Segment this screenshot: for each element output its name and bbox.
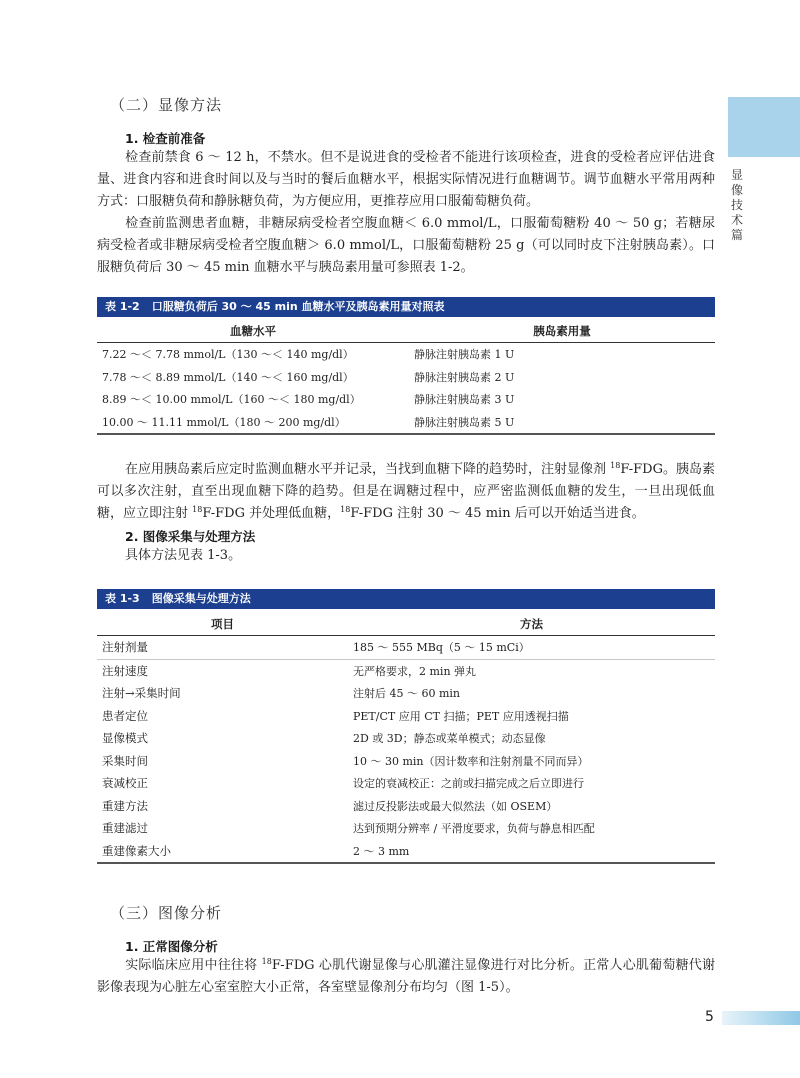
table-cell: 采集时间 [102,753,148,768]
superscript: 18 [261,957,272,966]
table-row [97,636,715,660]
table-cell: 7.22 ～＜ 7.78 mmol/L（130 ～＜ 140 mg/dl） [102,348,354,362]
table-row [97,705,715,728]
table-row [97,388,715,411]
text-run: 在应用胰岛素后应定时监测血糖水平并记录，当找到血糖下降的趋势时，注射显像剂 [125,462,611,477]
text-run: F-FDG 注射 30 ～ 45 min 后可以开始适当进食。 [350,506,645,521]
table-row [97,366,715,389]
table-title: 口服糖负荷后 30 ～ 45 min 血糖水平及胰岛素用量对照表 [151,300,445,313]
side-section-label: 显像技术篇 [730,168,743,242]
table-cell: 8.89 ～＜ 10.00 mmol/L（160 ～＜ 180 mg/dl） [102,393,361,407]
text-run: F-FDG。胰岛素可以多次注射，直至出现血糖下降的趋势。但是在调糖过程中，应严密监测低血糖的发生，一旦出现低血糖，应立即注射 [97,462,715,521]
table-title: 图像采集与处理方法 [151,592,251,605]
table-cell: 静脉注射胰岛素 3 U [414,393,515,407]
table-cell: 滤过反投影法或最大似然法（如 OSEM） [353,799,558,813]
table-cell: 重建方法 [102,798,148,813]
paragraph-glucose-monitoring [97,213,715,279]
text-run: 实际临床应用中往往将 [125,958,262,973]
table-row [97,343,715,366]
table-row [97,411,715,435]
paragraph-normal-image [97,955,715,999]
paragraph-see-table [97,545,715,567]
column-header: 血糖水平 [97,320,409,343]
table-1-3 [97,613,715,864]
table-cell: 达到预期分辨率 / 平滑度要求，负荷与静息相匹配 [353,822,595,836]
table-cell: 10.00 ～ 11.11 mmol/L（180 ～ 200 mg/dl） [97,411,409,435]
table-cell: 7.78 ～＜ 8.89 mmol/L（140 ～＜ 160 mg/dl） [102,370,354,384]
table-row [97,772,715,795]
table-1-2-caption [97,297,715,317]
subheading-preparation: 1. 检查前准备 [125,131,206,146]
column-header: 方法 [348,613,715,636]
table-cell: 185 ～ 555 MBq（5 ～ 15 mCi） [348,636,715,660]
text-run: F-FDG 并处理低血糖， [202,506,341,521]
text-run: F-FDG 心肌代谢显像与心肌灌注显像进行对比分析。正常人心肌葡萄糖代谢影像表现为心脏左心室室腔大小正常，各室壁显像剂分布均匀（图 1-5）。 [97,958,715,995]
table-cell: 注射速度 [102,663,148,678]
table-cell: 重建滤过 [102,821,148,836]
subheading-acquisition: 2. 图像采集与处理方法 [125,529,256,544]
table-cell: 患者定位 [102,708,148,723]
superscript: 18 [340,505,351,514]
table-1-2 [97,320,715,435]
table-row [97,795,715,818]
page-number: 5 [705,1009,714,1025]
table-number: 表 1-3 [105,592,140,605]
table-cell: 2 ～ 3 mm [348,840,715,864]
table-header-row [97,320,715,343]
paragraph-fasting-text: 检查前禁食 6 ～ 12 h，不禁水。但不是说进食的受检者不能进行该项检查，进食的受检者应评估进食量、进食内容和进食时间以及与当时的餐后血糖水平，根据实际情况进行血糖调节。调节血糖水平常用两种方式：口服糖负荷和静脉糖负荷，为方便应用，更推荐应用口服葡萄糖负荷。 [97,150,715,209]
table-cell: 显像模式 [102,731,148,746]
table-cell: 静脉注射胰岛素 1 U [414,348,515,362]
paragraph-glucose-text: 检查前监测患者血糖，非糖尿病受检者空腹血糖＜ 6.0 mmol/L，口服葡萄糖粉 40 ～ 50 g；若糖尿病受检者或非糖尿病受检者空腹血糖＞ 6.0 mmol/L，口服葡萄糖粉 25 g（可以同时皮下注射胰岛素）。口服糖负荷后 30 ～ 45 min 血糖水平与胰岛素用量可参照表 1-2。 [97,216,715,275]
table-row [97,659,715,682]
table-1-3-caption [97,589,715,609]
table-cell: 衰减校正 [102,776,148,791]
table-cell: 重建像素大小 [97,840,348,864]
column-header: 项目 [97,613,348,636]
table-row [97,727,715,750]
table-cell: 注射后 45 ～ 60 min [353,687,461,701]
footer-bar [722,1011,800,1025]
paragraph-fasting [97,147,715,213]
table-row [97,840,715,864]
table-cell: 注射剂量 [97,636,348,660]
table-cell: 设定的衰减校正：之前或扫描完成之后立即进行 [353,777,584,791]
section-title-imaging-method: （二）显像方法 [110,96,223,114]
section-title-image-analysis: （三）图像分析 [110,904,223,922]
paragraph-insulin [97,459,715,525]
side-tab-block [728,97,800,157]
table-row [97,817,715,840]
column-header: 胰岛素用量 [409,320,715,343]
paragraph-see-table-text: 具体方法见表 1-3。 [125,548,242,563]
superscript: 18 [610,461,621,470]
table-cell: 无严格要求，2 min 弹丸 [353,664,477,678]
table-cell: 2D 或 3D；静态或菜单模式；动态显像 [353,732,546,746]
subheading-normal-image: 1. 正常图像分析 [125,939,218,954]
table-cell: 10 ～ 30 min（因计数率和注射剂量不同而异） [353,754,589,768]
table-cell: 静脉注射胰岛素 5 U [409,411,715,435]
table-row [97,750,715,773]
table-header-row [97,613,715,636]
table-number: 表 1-2 [105,300,140,313]
table-cell: PET/CT 应用 CT 扫描；PET 应用透视扫描 [353,709,569,723]
table-cell: 静脉注射胰岛素 2 U [414,370,515,384]
superscript: 18 [192,505,203,514]
table-cell: 注射→采集时间 [102,686,181,701]
table-row [97,682,715,705]
